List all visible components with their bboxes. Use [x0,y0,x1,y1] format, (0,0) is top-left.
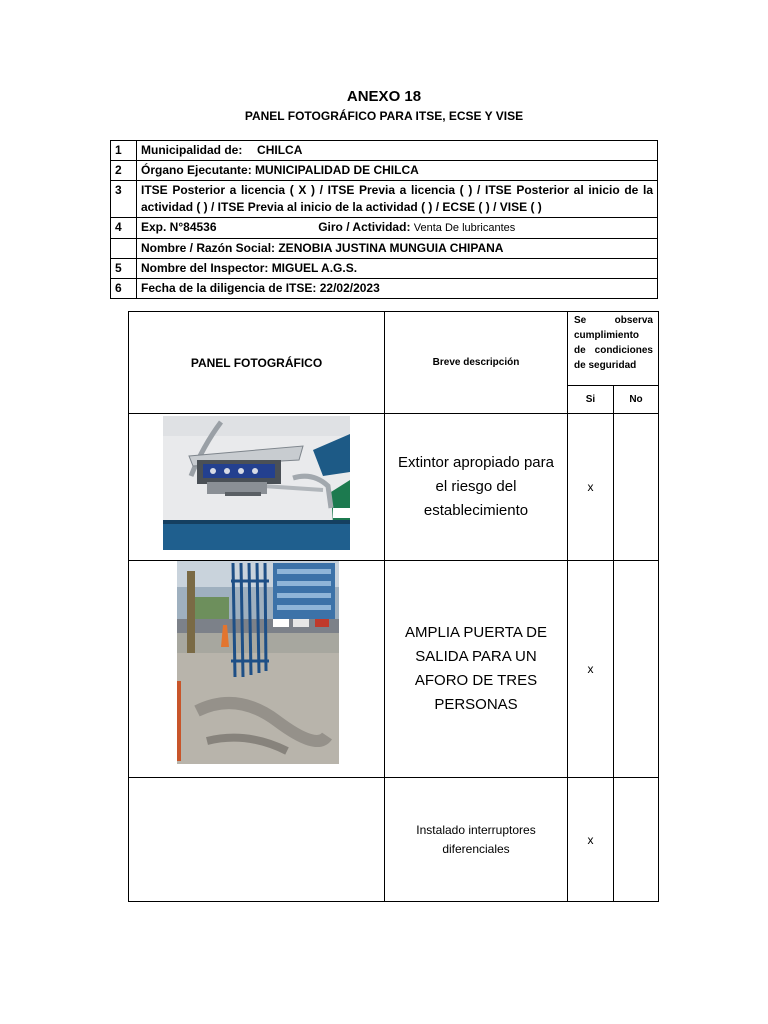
info-row-municipality [111,141,658,161]
row-description: Instalado interruptores diferenciales [385,778,568,902]
header-obs-line: de condiciones [574,345,653,356]
row-number: 5 [111,259,137,279]
compliance-yes-mark: x [568,561,614,778]
row-description: Extintor apropiado para el riesgo del establecimiento [385,414,568,561]
compliance-no-mark [614,414,659,561]
row-number: 6 [111,279,137,299]
inspection-info-table [110,140,658,299]
compliance-yes-mark: x [568,778,614,902]
photo-cell [129,561,385,778]
panel-row [129,561,659,778]
row-number: 3 [111,181,137,218]
row-number: 2 [111,161,137,181]
header-no: No [614,386,659,414]
activity-label: Giro / Actividad: [318,220,411,234]
photo-cell [129,778,385,902]
inspector-text: Nombre del Inspector: MIGUEL A.G.S. [137,259,658,279]
row-number [111,239,137,259]
document-title: ANEXO 18 [346,88,422,105]
exit-door-photo [177,561,339,764]
header-obs-line: cumplimiento [574,330,640,341]
info-row-inspection-type [111,181,658,218]
header-obs-line: Se observa [574,315,653,326]
header-description: Breve descripción [385,312,568,414]
panel-row [129,778,659,902]
header-obs-line: de seguridad [574,360,637,371]
photo-panel-table [128,311,659,902]
info-row-business-name [111,239,658,259]
business-name-text: Nombre / Razón Social: ZENOBIA JUSTINA MUNGUIA CHIPANA [137,239,658,259]
header-photo-panel: PANEL FOTOGRÁFICO [129,312,385,414]
file-number: Exp. N°84536 [141,220,217,234]
info-row-executing-body [111,161,658,181]
panel-row [129,414,659,561]
compliance-no-mark [614,561,659,778]
panel-header-row [129,312,659,386]
row-number: 4 [111,218,137,239]
info-row-file [111,218,658,239]
row-number: 1 [111,141,137,161]
compliance-no-mark [614,778,659,902]
header-safety-compliance [568,312,659,386]
row-description: AMPLIA PUERTA DE SALIDA PARA UN AFORO DE TRES PERSONAS [385,561,568,778]
header-yes: Si [568,386,614,414]
municipality-value: CHILCA [257,143,303,157]
municipality-label: Municipalidad de: [141,143,243,157]
inspection-type-text: ITSE Posterior a licencia ( X ) / ITSE Previa a licencia ( ) / ITSE Posterior al inicio de la actividad ( ) / ITSE Previa al inicio de la actividad ( ) / ECSE ( ) / VISE ( ) [137,181,658,218]
compliance-yes-mark: x [568,414,614,561]
info-row-date [111,279,658,299]
fire-extinguisher-cabinet-photo [163,416,350,550]
photo-cell [129,414,385,561]
info-row-inspector [111,259,658,279]
activity-value: Venta De lubricantes [413,222,516,234]
document-subtitle: PANEL FOTOGRÁFICO PARA ITSE, ECSE Y VISE [244,109,524,123]
executing-body-text: Órgano Ejecutante: MUNICIPALIDAD DE CHILCA [137,161,658,181]
inspection-date-text: Fecha de la diligencia de ITSE: 22/02/2023 [137,279,658,299]
